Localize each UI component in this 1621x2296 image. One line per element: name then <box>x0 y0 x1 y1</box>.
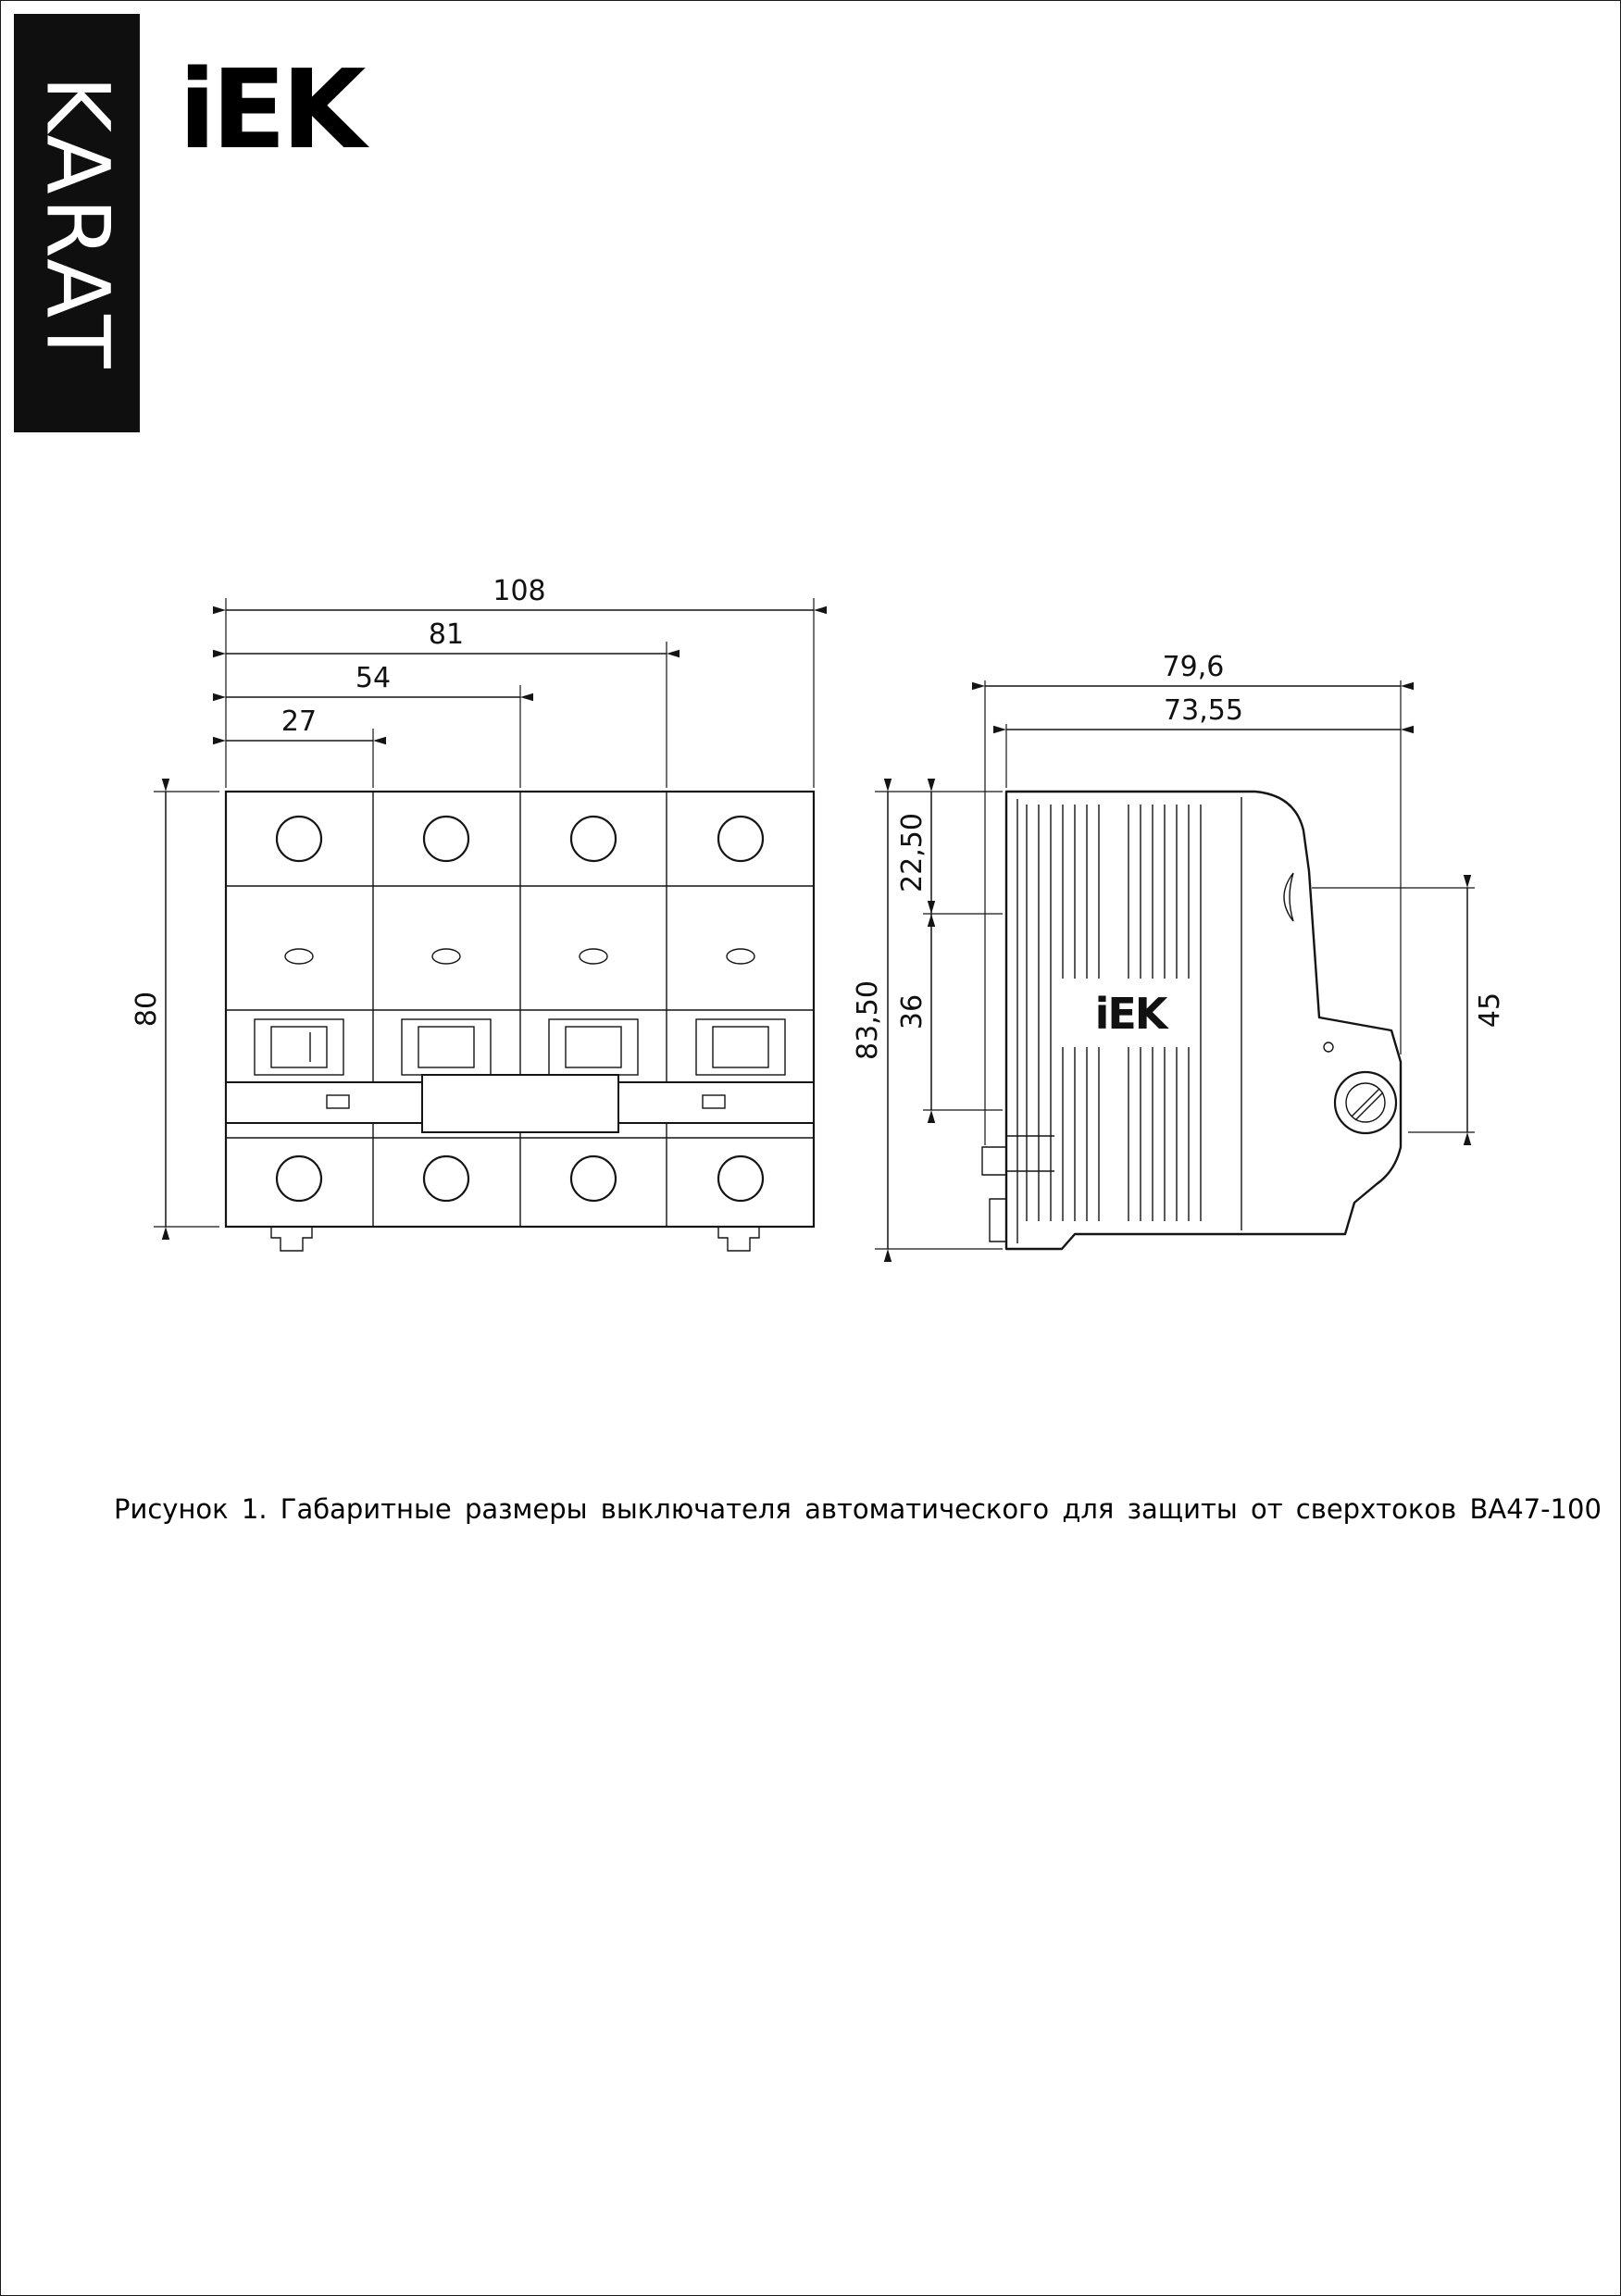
dim-side-height-total: 83,50 <box>852 980 884 1060</box>
dim-side-top-section: 22,50 <box>896 813 929 892</box>
technical-drawing <box>1 1 1621 1353</box>
handle-tie-bar <box>226 1075 814 1132</box>
front-view <box>226 792 814 1251</box>
dim-side-depth-body: 73,55 <box>1164 694 1243 727</box>
side-iek-logo: iEK <box>1094 989 1166 1039</box>
dim-front-height: 80 <box>131 991 163 1028</box>
dim-front-width-two: 54 <box>355 662 392 694</box>
dim-front-width-total: 108 <box>493 575 546 607</box>
mounting-feet <box>271 1227 759 1251</box>
dim-side-middle-section: 36 <box>896 993 929 1030</box>
module-dividers <box>373 792 667 1227</box>
dim-side-front-height: 45 <box>1474 992 1506 1029</box>
figure-caption: Рисунок 1. Габаритные размеры выключателя автоматического для защиты от сверхтоков ВА47-100 <box>114 1493 1602 1525</box>
karat-brand-label: KARAT <box>26 74 128 372</box>
iek-logo: iEK <box>179 45 362 173</box>
dim-side-depth-total: 79,6 <box>1162 651 1225 683</box>
dim-front-width-one: 27 <box>281 705 318 738</box>
side-view <box>982 792 1401 1249</box>
dim-front-width-three: 81 <box>428 618 465 651</box>
